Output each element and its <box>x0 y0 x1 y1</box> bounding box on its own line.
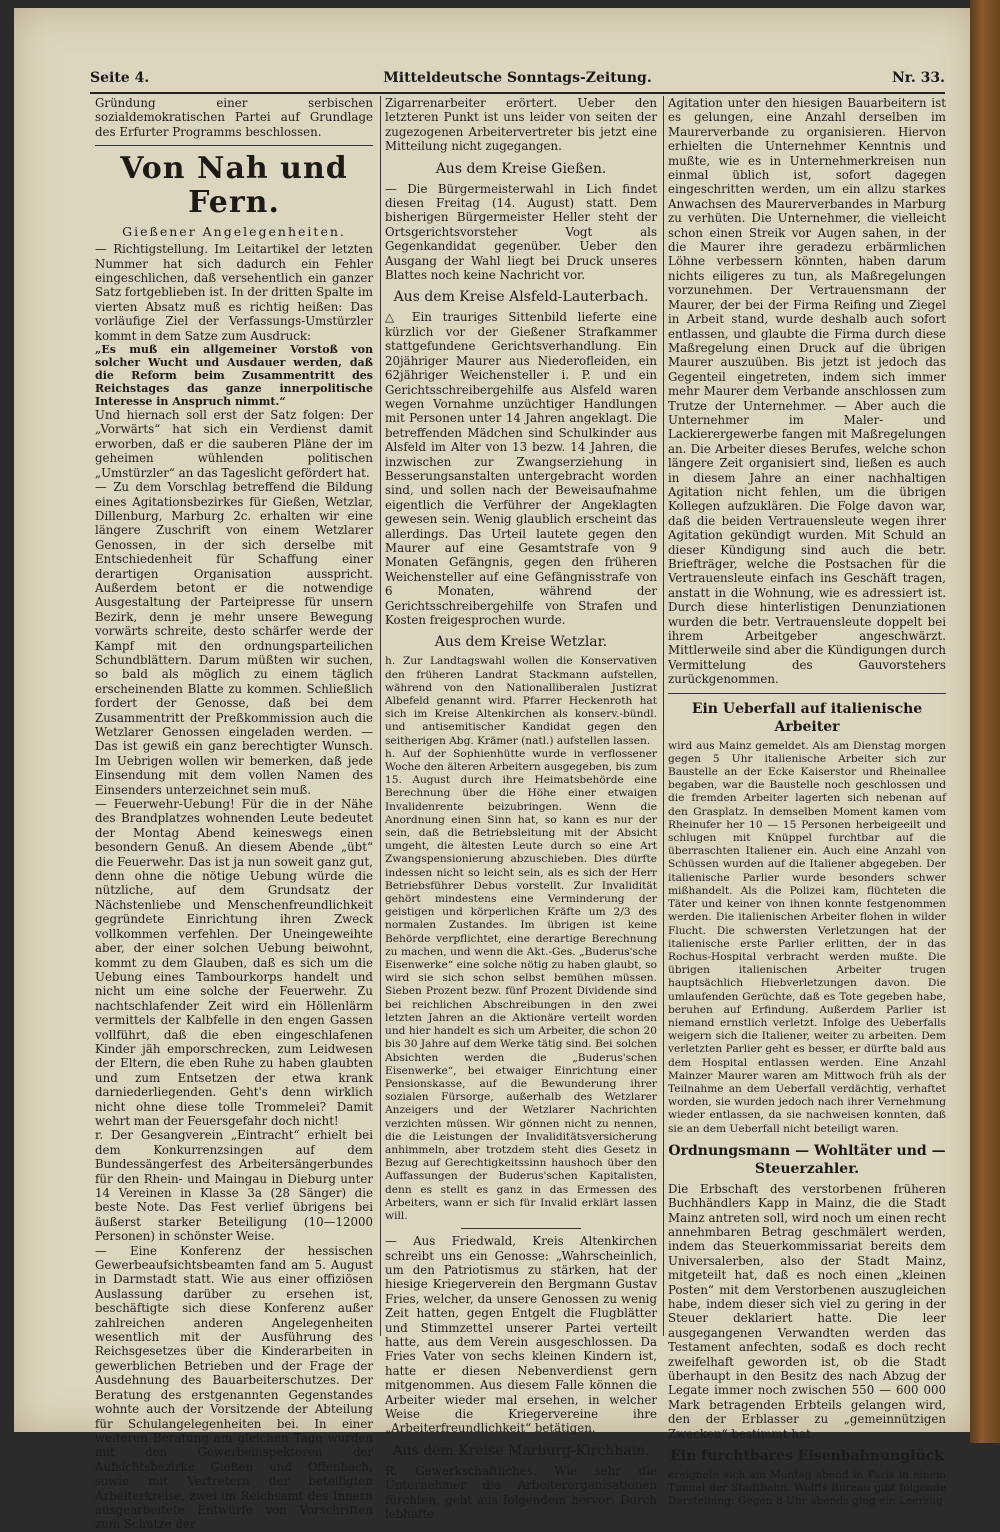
article-text: — Richtigstellung. Im Leitartikel der letzten Nummer hat sich dadurch ein Fehler eingeschlichen, daß versehentlich ein ganzer Satz fortgeblieben ist. In der dritten Spalte im vierten Absatz muß es richtig heißen: Das vorläufige Ziel der Verfassungs-Umstürzler kommt in dem Satze zum Ausdruck: <box>95 242 373 343</box>
article-text: — Die Bürgermeisterwahl in Lich findet diesen Freitag (14. August) statt. Dem bisherigen Bürgermeister Heller steht der Ortsgerichtsvorsteher Vogt als Gegenkandidat gegenüber. Ueber den Ausgang der Wahl liegt bei Druck unseres Blattes noch keine Nachricht vor. <box>385 181 657 283</box>
article-quote: „Es muß ein allgemeiner Vorstoß von solcher Wucht und Ausdauer werden, daß die Reform beim Zusammentritt des Reichstages das ganze innerpolitische Interesse in Anspruch nimmt.“ <box>95 343 373 409</box>
region-heading: Aus dem Kreise Marburg-Kirchhain. <box>392 1442 650 1459</box>
article-text: h. Zur Landtagswahl wollen die Konservativen den früheren Landrat Stackmann aufstellen, während von den Nationalliberalen Justizrat Albefeld genannt wird. Pfarrer Heckenroth hat sich im Kreise Altenkirchen als konserv.-bündl. und antisemitischer Kandidat gegen den seitherigen Abg. Krämer (natl.) aufstellen lassen. <box>385 655 657 747</box>
header-rule <box>90 92 945 94</box>
article-text: Die Erbschaft des verstorbenen früheren Buchhändlers Kapp in Mainz, die die Stadt Mainz antreten soll, wird noch um einen recht annehmbaren Betrag geschmälert werden, indem das Steuerkommissariat bereits dem Universalerben, also der Stadt Mainz, mitgeteilt hat, daß es noch einen „kleinen Posten“ mit dem Verstorbenen auszugleichen habe, indem dieser sich viel zu gering in der Steuer deklariert hatte. Die leer ausgegangenen Verwandten werden das Testament anfechten, sodaß es doch recht zweifelhaft geworden ist, ob die Stadt überhaupt in den Besitz des nach Abzug der Legate immer noch zwischen 550 — 600 000 Mark betragenden Erbteils gelangen wird, den der Erblasser zu „gemeinnützigen Zwecken“ bestimmt hat. <box>668 1181 946 1441</box>
article-heading: Ordnungsmann — Wohltäter und — Steuerzahler. <box>668 1142 946 1177</box>
article-heading: Ein furchtbares Eisenbahnunglück <box>670 1448 944 1465</box>
region-heading: Aus dem Kreise Gießen. <box>435 160 607 177</box>
page-header <box>90 70 945 92</box>
article-text: — Eine Konferenz der hessischen Gewerbeaufsichtsbeamten fand am 5. August in Darmstadt statt. Wie aus einer offiziösen Auslassung darüber zu ersehen ist, beschäftigte sich diese Konferenz außer zahlreichen anderen Angelegenheiten wesentlich mit der Ausführung des Reichsgesetzes über die Kinderarbeiten in gewerblichen Betrieben und der Frage der Ausdehnung des Bauarbeiterschutzes. Der Beratung des erstgenannten Gegenstandes wohnte auch der Vorsitzende der Abteilung für Schulangelegenheiten bei. In einer weiteren Beratung am gleichen Tage wurden mit den Gewerbeinspektoren der Aufsichtsbezirke Gießen und Offenbach, sowie mit Vertretern der beteiligten Arbeiterkreise, zwei im Reichsamt des Innern ausgearbeitete Entwürfe von Vorschriften zum Schutze der <box>95 1243 373 1532</box>
section-title: Von Nah und Fern. <box>120 151 348 221</box>
article-text: h. Auf der Sophienhütte wurde in verflossener Woche den älteren Arbeitern ausgegeben, bis zum 15. August durch ihre Heimatsbehörde eine Berechnung über die Höhe einer etwaigen Invalidenrente beizubringen. Wenn die Anordnung einen Sinn hat, so kann es nur der sein, daß die Betriebsleitung mit der Absicht umgeht, die ältesten Leute durch so eine Art Zwangspensionierung abzuschieben. Dies dürfte indessen nicht so leicht sein, als es sich der Herr Betriebsführer Debus vorstellt. Zur Invalidität gehört mindestens eine Verminderung der geistigen und körperlichen Kräfte um 2/3 des normalen Zustandes. Im übrigen ist keine Behörde verpflichtet, eine derartige Berechnung zu machen, und wenn die Akt.-Ges. „Buderus'sche Eisenwerke“ eine solche nötig zu haben glaubt, so wird sie sich schon selbst bemühen müssen. Sieben Prozent bezw. fünf Prozent Dividende sind bei reichlichen Abschreibungen in den zwei letzten Jahren an die Aktionäre verteilt worden und hier handelt es sich um Arbeiter, die schon 20 bis 30 Jahre auf dem Werke tätig sind. Bei solchen Absichten werden die „Buderus'schen Eisenwerke“, bei etwaiger Einrichtung einer Pensionskasse, auf die Bewunderung ihrer sozialen Fürsorge, außerhalb des Wetzlarer Anzeigers und der Wetzlarer Nachrichten verzichten müssen. Wir gönnen nicht zu nennen, die die Leistungen der Invaliditätsversicherung anhimmeln, aber trotzdem steht dies Gesetz in Bezug auf Gerechtigkeitssinn haushoch über den Auffassungen der Buderus'schen Kapitalisten, denn es stellt es ganz in das Ermessen des Arbeiters, wann er sich für Invalid erklärt lassen will. <box>385 747 657 1222</box>
column-2 <box>385 96 657 1522</box>
column-1 <box>95 96 373 1532</box>
article-heading: Ein Ueberfall auf italienische Arbeiter <box>691 700 923 735</box>
article-text: — Zu dem Vorschlag betreffend die Bildung eines Agitationsbezirkes für Gießen, Wetzlar, Dillenburg, Marburg 2c. erhalten wir eine längere Zuschrift von einem Wetzlarer Genossen, in der sich derselbe mit Entschiedenheit für Schaffung einer derartigen Organisation ausspricht. Außerdem betont er die notwendige Ausgestaltung der Parteipresse für unsern Bezirk, denn je mehr unsere Bewegung vorwärts schreite, desto schärfer werde der Kampf mit den ordnungsparteilichen Schundblättern. Darum müßten wir suchen, so bald als möglich zu einem täglich erscheinenden Blatte zu kommen. Schließlich fordert der Genosse, daß bei dem Zusammentritt der Preßkommission auch die Wetzlarer Genossen eingeladen werden. — Das ist gewiß ein ganz berechtigter Wunsch. Im Uebrigen wollen wir bemerken, daß jede Einsendung mit dem vollen Namen des Einsenders unterzeichnet sein muß. <box>95 480 373 797</box>
article-text: R. Gewerkschaftliches. Wie sehr die Unternehmer die Arbeiterorganisationen fürchten, geht aus folgendem hervor: Durch lebhafte <box>385 1463 657 1522</box>
divider <box>668 693 946 694</box>
region-heading: Aus dem Kreise Alsfeld-Lauterbach. <box>393 289 649 306</box>
article-text: △ Ein trauriges Sittenbild lieferte eine kürzlich vor der Gießener Strafkammer stattgefundene Gerichtsverhandlung. Ein 20jähriger Maurer aus Niederofleiden, ein 62jähriger Weichensteller i. P. und ein Gerichtsschreibergehilfe aus Alsfeld waren wegen Vornahme unzüchtiger Handlungen mit Personen unter 14 Jahren angeklagt. Die betreffenden Mädchen sind Schulkinder aus Alsfeld im Alter von 13 bezw. 14 Jahren, die inzwischen zur Zwangserziehung in Besserungsanstalten untergebracht worden sind, und sollen nach der Beweisaufnahme eigentlich die Verführer der Angeklagten gewesen sein. Wenig glaublich erscheint das allerdings. Das Urteil lautete gegen den Maurer auf eine Gesamtstrafe von 9 Monaten Gefängnis, gegen den früheren Weichensteller auf eine Gefängnisstrafe von 6 Monaten, während der Gerichtsschreibergehilfe von Strafen und Kosten freigesprochen wurde. <box>385 310 657 627</box>
section-heading: Gießener Angelegenheiten. <box>122 224 346 240</box>
article-text: Zigarrenarbeiter erörtert. Ueber den letzteren Punkt ist uns leider von seiten der zugezogenen Arbeitervertreter bis jetzt eine Mitteilung nicht zugegangen. <box>385 96 657 154</box>
divider <box>461 1228 581 1229</box>
article-text: Und hiernach soll erst der Satz folgen: Der „Vorwärts“ hat sich ein Verdienst damit erworben, daß er die sauberen Pläne der im geheimen wühlenden politischen „Umstürzler“ an das Tageslicht gefördert hat. <box>95 408 373 480</box>
article-text: r. Der Gesangverein „Eintracht“ erhielt bei dem Konkurrenzsingen auf dem Bundessängerfest des Arbeitersängerbundes für den Rhein- und Maingau in Dieburg unter 14 Vereinen in Klasse 3a (28 Sänger) die beste Note. Das Fest verlief übrigens bei äußerst starker Beteiligung (10—12000 Personen) in schönster Weise. <box>95 1128 373 1244</box>
article-text: Agitation unter den hiesigen Bauarbeitern ist es gelungen, eine Anzahl derselben im Maurerverbande zu organisieren. Hiervon erhielten die Unternehmer Kenntnis und mußte, wie es in Unternehmerkreisen nun einmal üblich ist, sofort dagegen eingeschritten werden, um ein allzu starkes Anwachsen des Maurerverbandes in Marburg zu verhüten. Die Unternehmer, die vielleicht schon einen Streik vor Augen sahen, in der die Maurer ihre geradezu erbärmlichen Löhne verbessern könnten, haben darum nichts eiligeres zu tun, als Maßregelungen vorzunehmen. Der Vertrauensmann der Maurer, der bei der Firma Reifing und Ziegel in Arbeit stand, wurde deshalb auch sofort entlassen, und glaubte die Firma durch diese Maßregelung einen Druck auf die übrigen Maurer auszuüben. Bis jetzt ist jedoch das Gegenteil eingetreten, indem sich immer mehr Maurer dem Verbande anschlossen zum Trutze der Unternehmer. — Aber auch die Unternehmer im Maler- und Lackierergewerbe fangen mit Maßregelungen an. Die Arbeiter dieses Berufes, welche schon längere Zeit organisiert sind, ließen es auch in diesem Jahre an einer nachhaltigen Agitation nicht fehlen, um die übrigen Kollegen aufzuklären. Die Folge davon war, daß die beiden Vertrauensleute wegen ihrer Agitation gekündigt wurden. Mit Schuld an dieser Kündigung sind auch die betr. Briefträger, welche die Postsachen für die Vertrauensleute einfach ins Geschäft tragen, anstatt in die Wohnung, wie es adressiert ist. Durch diese hinterlistigen Denunziationen wurden die betr. Vertrauensleute doppelt bei ihrem Arbeitgeber angeschwärzt. Mittlerweile sind aber die Kündigungen durch Vermittelung des Gauvorstehers zurückgenommen. <box>668 96 946 687</box>
article-text: — Feuerwehr-Uebung! Für die in der Nähe des Brandplatzes wohnenden Leute bedeutet der Montag Abend keineswegs einen besondern Genuß. An diesem Abende „übt“ die Feuerwehr. Das ist ja nun soweit ganz gut, denn ohne die nötige Uebung würde die nützliche, auf dem Grundsatz der Nächstenliebe und Menschenfreundlichkeit gegründete Einrichtung ihren Zweck vollkommen verfehlen. Der Uneingeweihte aber, der einer solchen Uebung beiwohnt, kommt zu dem Glauben, daß es sich um die Uebung eines Tambourkorps handelt und nicht um eine solche der Feuerwehr. Zu nachtschlafender Zeit wird ein Höllenlärm vermittels der Kalbfelle in den engen Gassen vollführt, daß die eben eingeschlafenen Kinder jäh emporschrecken, zum Leidwesen der Eltern, die eben Ruhe zu haben glaubten und zum Entsetzen der etwa krank darniederliegenden. Geht's denn wirklich nicht ohne diese tolle Trommelei? Damit wehrt man der Feuersgefahr doch nicht! <box>95 797 373 1128</box>
page-number: Seite 4. <box>90 70 150 86</box>
article-text: — Aus Friedwald, Kreis Altenkirchen schreibt uns ein Genosse: „Wahrscheinlich, um den Patriotismus zu stärken, hat der hiesige Kriegerverein den Bergmann Gustav Fries, welcher, da unsere Genossen zu wenig Zeit hatten, gegen Entgelt die Flugblätter und Stimmzettel unserer Partei verteilt hatte, aus dem Verein ausgeschlossen. Da Fries Vater von sechs kleinen Kindern ist, hatte er diesen Nebenverdienst gern mitgenommen. Aus diesem Falle können die Arbeiter wieder mal ersehen, in welcher Weise die Kriegervereine ihre „Arbeiterfreundlichkeit“ betätigen. <box>385 1234 657 1436</box>
binding-edge <box>970 0 1000 1443</box>
article-text: ereignete sich am Montag abend in Paris in einem Tunnel der Stadtbahn. Wolffs Bureau gibt folgende Darstellung: Gegen 8 Uhr abends ging ein Leerzug <box>668 1469 946 1508</box>
column-3 <box>668 96 946 1508</box>
article-text: wird aus Mainz gemeldet. Als am Dienstag morgen gegen 5 Uhr italienische Arbeiter sich zur Baustelle an der Ecke Kaiserstor und Rheinallee begaben, war die Baustelle noch geschlossen und die fremden Arbeiter lagerten sich nebenan auf den Grasplatz. In demselben Moment kamen vom Rheinufer her 10 — 15 Personen herbeigeeilt und schlugen mit Knüppel furchtbar auf die überraschten Italiener ein. Auch eine Anzahl von Schüssen wurden auf die Italiener abgegeben. Der italienische Parlier wurde besonders schwer mißhandelt. Als die Polizei kam, flüchteten die Täter und keiner von ihnen konnte festgenommen werden. Die italienischen Arbeiter flohen in wilder Flucht. Die schwersten Verletzungen hat der italienische erste Parlier erlitten, der in das Rochus-Hospital verbracht werden mußte. Die übrigen italienischen Arbeiter trugen hauptsächlich Hiebverletzungen davon. Die umlaufenden Gerüchte, daß es Tote gegeben habe, beruhen auf Erfindung. Außerdem Parlier ist niemand ernstlich verletzt. Infolge des Ueberfalls weigern sich die Italiener, weiter zu arbeiten. Dem verletzten Parlier geht es besser, er dürfte bald aus dem Hospital entlassen werden. Eine Anzahl Mainzer Maurer waren am Mittwoch früh als der Teilnahme an dem Ueberfall verdächtig, verhaftet worden, sie wurden jedoch nach ihrer Vernehmung wieder entlassen, da sie nachweisen konnten, daß sie an dem Ueberfall nicht beteiligt waren. <box>668 739 946 1135</box>
article-text: Gründung einer serbischen sozialdemokratischen Partei auf Grundlage des Erfurter Programms beschlossen. <box>95 96 373 139</box>
divider <box>95 145 373 146</box>
column-divider <box>380 96 381 1336</box>
region-heading: Aus dem Kreise Wetzlar. <box>434 634 608 651</box>
issue-number: Nr. 33. <box>892 70 945 86</box>
column-divider <box>663 96 664 1336</box>
newspaper-title: Mitteldeutsche Sonntags-Zeitung. <box>383 70 652 86</box>
